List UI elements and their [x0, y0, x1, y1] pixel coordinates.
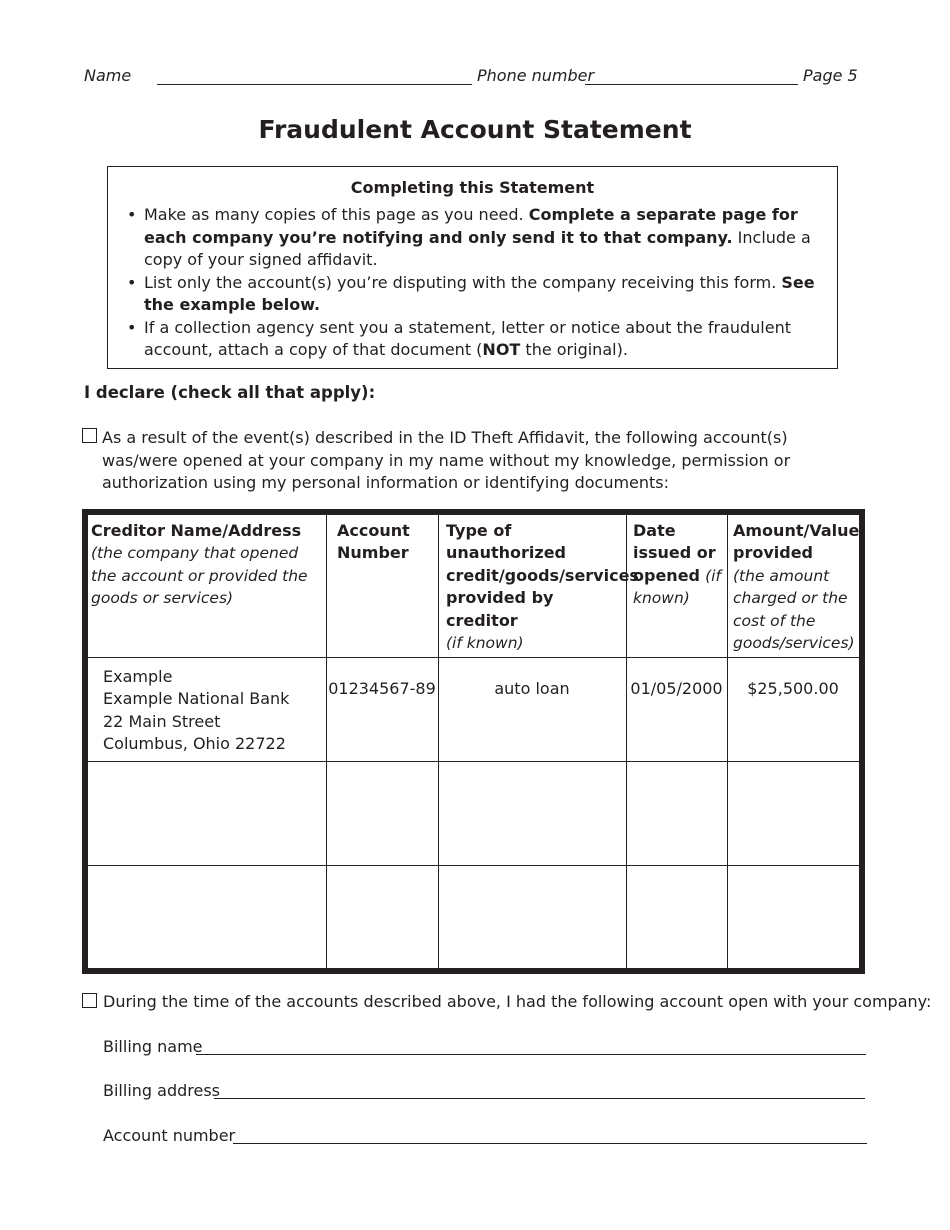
account-number-field[interactable]	[233, 1143, 867, 1144]
example-account-number: 01234567-89	[328, 679, 436, 698]
column-header-date: Date issued or opened (if known)	[633, 521, 721, 608]
accounts-table	[82, 509, 865, 974]
statement1-text: As a result of the event(s) described in the ID Theft Affidavit, the following account(s) was/were opened at your company in my name without my knowledge, permission or authorization using my personal information or identifying documents:	[102, 428, 791, 492]
statement2-text: During the time of the accounts described above, I had the following account open with your company:	[103, 992, 932, 1011]
instructions-box	[107, 166, 838, 369]
instruction-item: • Make as many copies of this page as you need. Complete a separate page for each company you’re notifying and only send it to that company. Include a copy of your signed affidavit.	[127, 205, 811, 269]
billing-name-label: Billing name	[103, 1037, 203, 1056]
name-label: Name	[84, 66, 132, 85]
instruction-item: • If a collection agency sent you a statement, letter or notice about the fraudulent account, attach a copy of that document (NOT the original).	[127, 317, 791, 359]
instruction-item: • List only the account(s) you’re disputing with the company receiving this form. See the example below.	[127, 272, 815, 314]
page-number: Page 5	[803, 66, 858, 85]
phone-field[interactable]	[585, 84, 798, 85]
billing-address-field[interactable]	[214, 1098, 865, 1099]
page-title: Fraudulent Account Statement	[258, 115, 692, 144]
column-header-type: Type of unauthorized credit/goods/services provided by creditor (if known)	[446, 521, 639, 653]
column-header-account-number: Account Number	[337, 521, 410, 563]
example-date: 01/05/2000	[630, 679, 723, 698]
billing-name-field[interactable]	[196, 1054, 866, 1055]
column-header-creditor: Creditor Name/Address (the company that opened the account or provided the goods or services)	[91, 521, 308, 608]
phone-label: Phone number	[477, 66, 595, 85]
column-header-amount: Amount/Value provided (the amount charged or the cost of the goods/services)	[733, 521, 860, 653]
example-amount: $25,500.00	[747, 679, 839, 698]
example-type: auto loan	[494, 679, 570, 698]
account-number-label: Account number	[103, 1126, 236, 1145]
statement2-checkbox[interactable]	[82, 993, 97, 1008]
declare-heading: I declare (check all that apply):	[84, 383, 376, 402]
blank-row[interactable]	[88, 866, 859, 968]
example-creditor: Example Example National Bank 22 Main Street Columbus, Ohio 22722	[103, 667, 290, 754]
blank-row[interactable]	[88, 762, 859, 864]
billing-address-label: Billing address	[103, 1081, 220, 1100]
statement1-checkbox[interactable]	[82, 428, 97, 443]
instructions-list	[125, 204, 815, 362]
name-field[interactable]	[157, 84, 472, 85]
instructions-heading: Completing this Statement	[350, 178, 595, 197]
